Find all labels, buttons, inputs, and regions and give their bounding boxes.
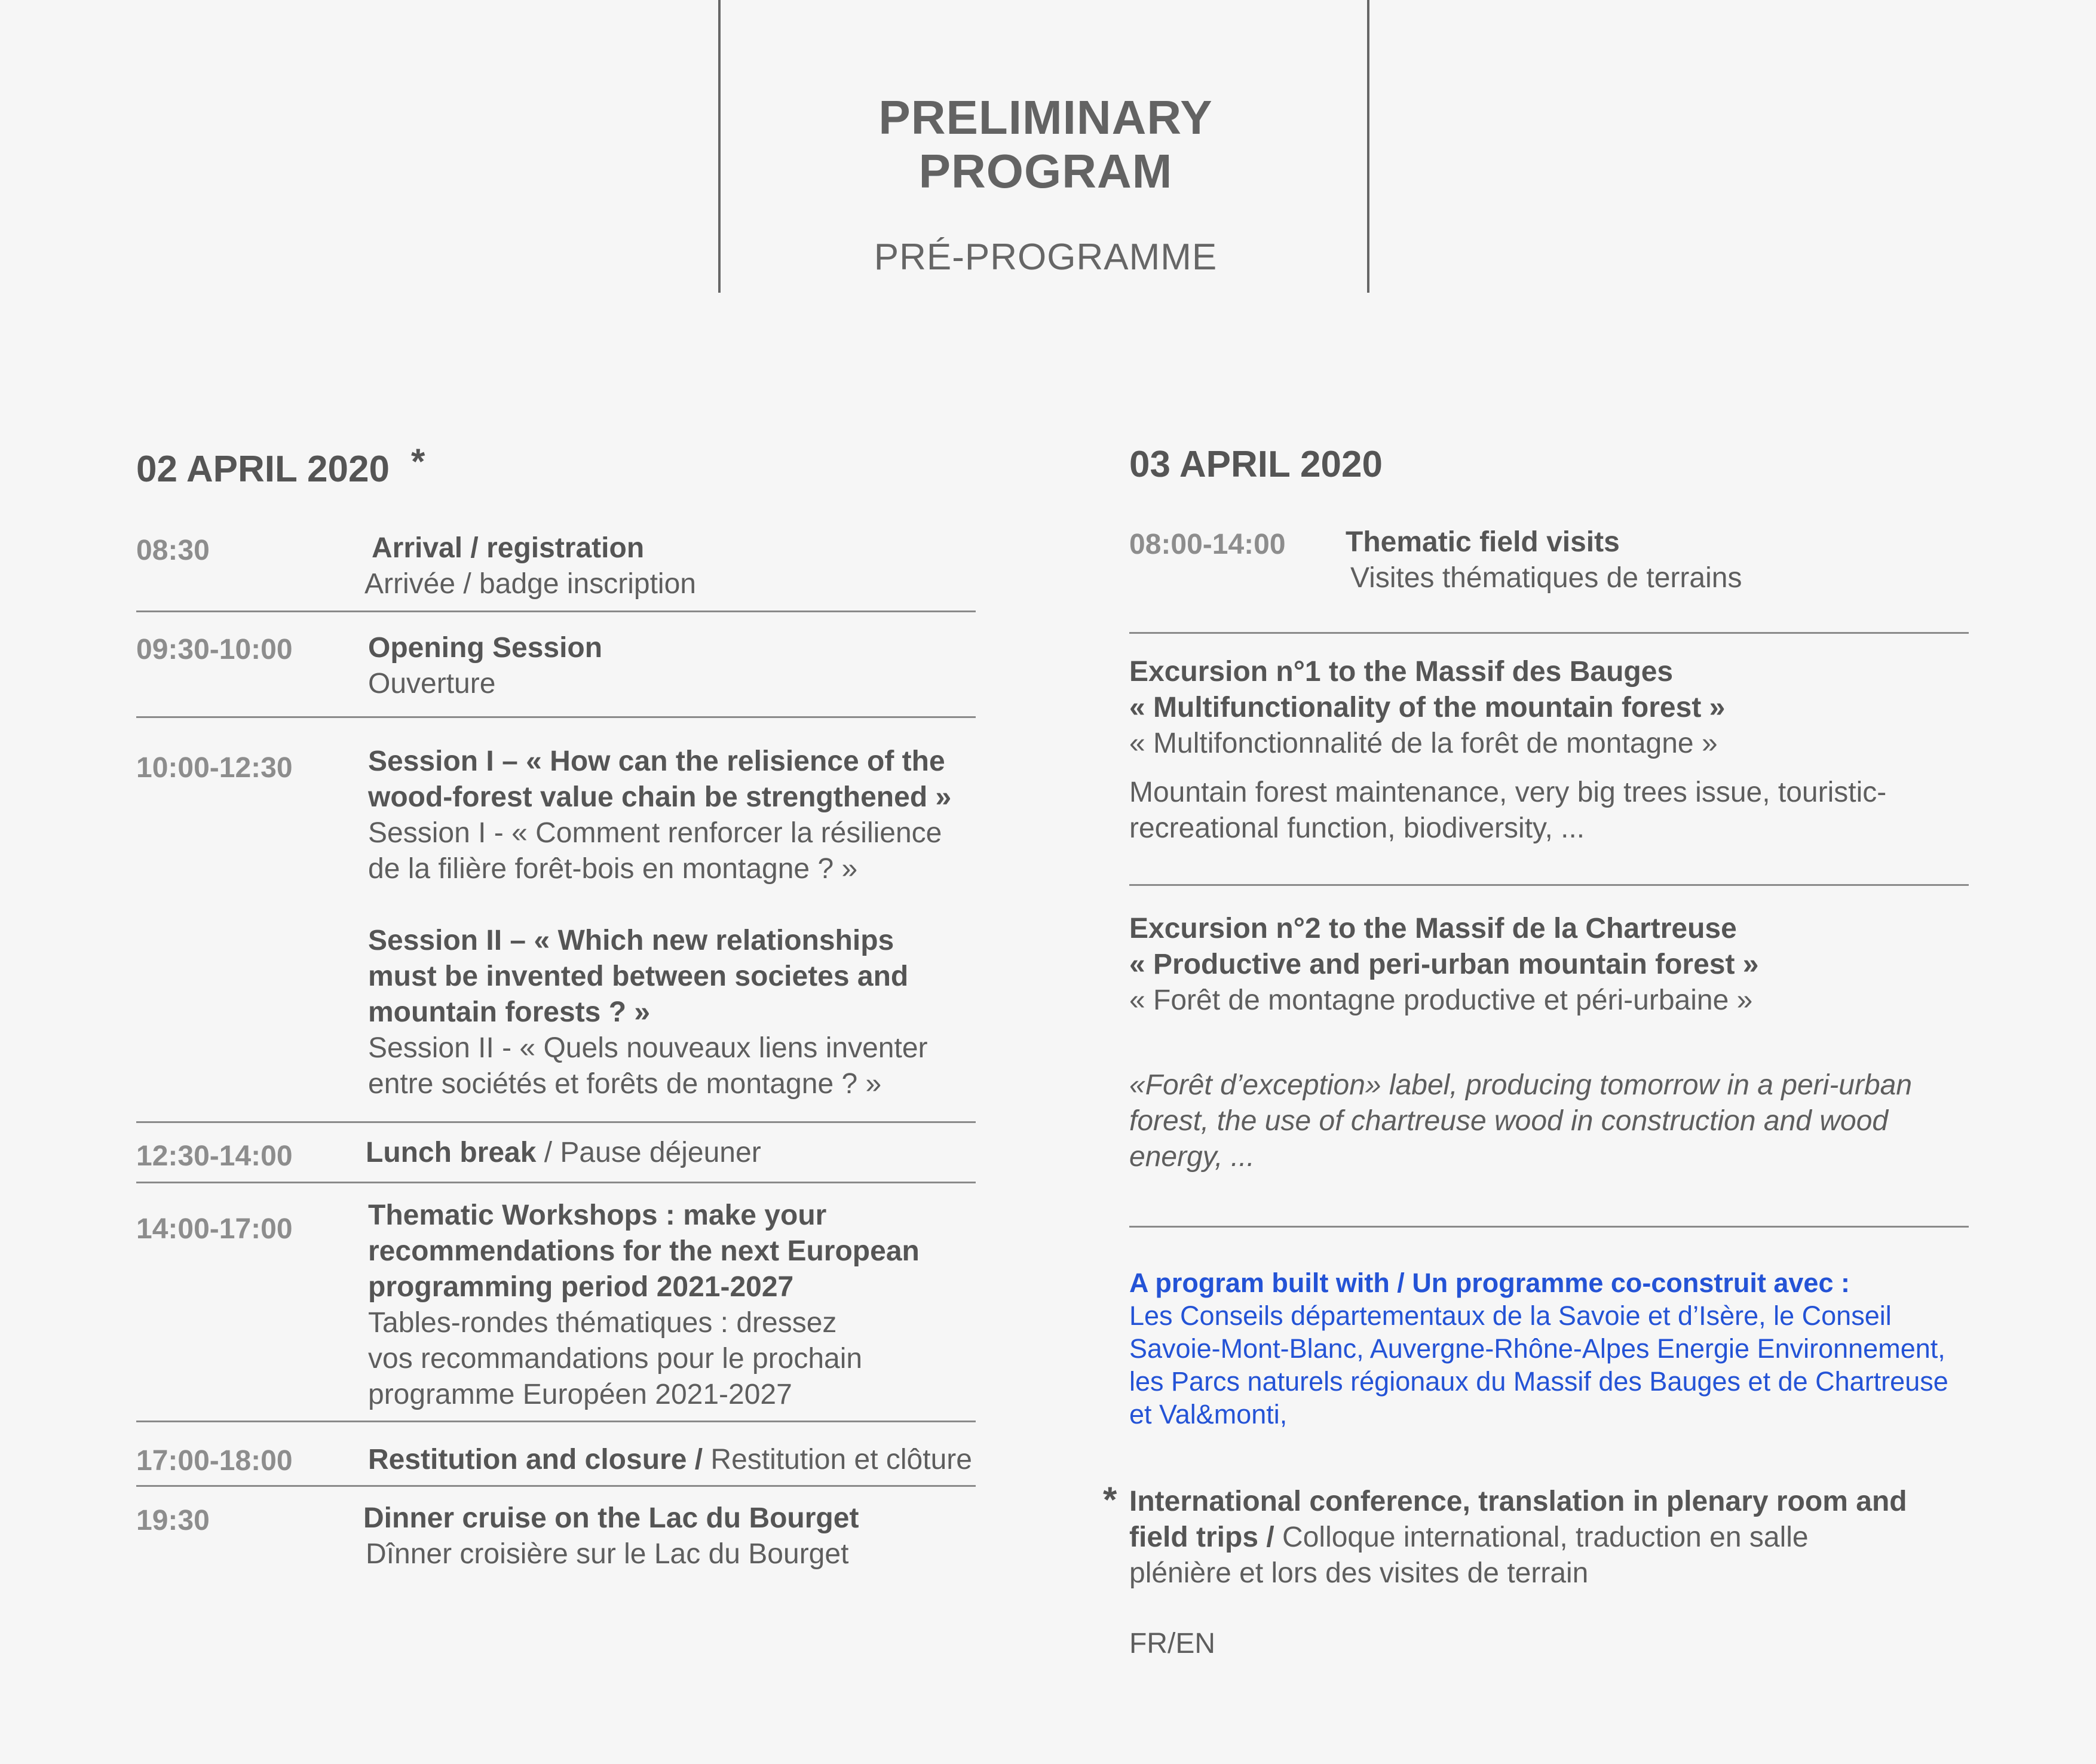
session2-title-2: must be invented between societes and [368,961,909,992]
schedule-item-workshops [368,1198,920,1413]
schedule-item-closure [368,1442,972,1478]
item-french: Dînner croisière sur le Lac du Bourget [366,1538,849,1570]
item-french: / Pause déjeuner [536,1137,761,1168]
schedule-item-sessions [368,744,951,1102]
session1-title-2: wood-forest value chain be strengthened » [368,781,952,813]
session2-title-3: mountain forests ? » [368,996,651,1028]
item-title: Lunch break [366,1137,537,1168]
time-1700: 17:00-18:00 [136,1445,293,1477]
item-title: Opening Session [368,632,603,664]
excursion2-title-1: Excursion n°2 to the Massif de la Chartreuse [1129,913,1737,944]
partners-line-4: et Val&monti, [1129,1399,1288,1429]
title-line-1: PRELIMINARY [878,91,1213,144]
day2-date: 03 APRIL 2020 [1129,444,1383,485]
session2-title-1: Session II – « Which new relationships [368,925,894,956]
languages: FR/EN [1129,1628,1215,1659]
field-visits [1346,524,1742,596]
excursion1-desc-1: Mountain forest maintenance, very big trees issue, touristic- [1129,777,1887,808]
workshop-french-1: Tables-rondes thématiques : dressez [368,1307,837,1339]
item-french: Ouverture [368,668,496,700]
note-line-2-rest: Colloque international, traduction en salle [1274,1521,1809,1553]
time-0930: 09:30-10:00 [136,634,293,665]
divider [136,611,976,612]
divider [136,1182,976,1183]
time-0830: 08:30 [136,535,210,566]
note-line-2-bold: field trips / [1129,1521,1274,1553]
note-line-3: plénière et lors des visites de terrain [1129,1557,1589,1589]
workshop-title-3: programming period 2021-2027 [368,1271,794,1303]
excursion2-desc-1: «Forêt d’exception» label, producing tomorrow in a peri-urban [1129,1069,1913,1101]
schedule-item-opening [368,630,602,702]
item-french: Arrivée / badge inscription [364,568,696,600]
workshop-french-3: programme Européen 2021-2027 [368,1379,792,1410]
excursion-1 [1129,654,1886,846]
schedule-item-lunch [366,1135,761,1171]
divider [136,1421,976,1422]
excursion2-french: « Forêt de montagne productive et péri-urbaine » [1129,984,1753,1016]
time-1230: 12:30-14:00 [136,1140,293,1172]
title-line-2: PROGRAM [918,145,1173,198]
workshop-french-2: vos recommandations pour le prochain [368,1343,863,1375]
page-subtitle: PRÉ-PROGRAMME [874,237,1218,278]
time-1400: 14:00-17:00 [136,1213,293,1245]
session2-french-2: entre sociétés et forêts de montagne ? » [368,1068,882,1100]
day1-date-text: 02 APRIL 2020 [136,449,390,490]
item-title: Dinner cruise on the Lac du Bourget [363,1502,859,1534]
session2-french-1: Session II - « Quels nouveaux liens inventer [368,1032,928,1064]
divider [136,716,976,718]
session1-french-1: Session I - « Comment renforcer la résilience [368,817,942,849]
day1-date [136,448,390,490]
item-title: Thematic field visits [1346,526,1620,558]
excursion-2 [1129,911,1912,1175]
excursion1-title-1: Excursion n°1 to the Massif des Bauges [1129,656,1674,688]
partners-line-3: les Parcs naturels régionaux du Massif des Bauges et de Chartreuse [1129,1366,1948,1397]
time-0800: 08:00-14:00 [1129,529,1286,560]
time-1000: 10:00-12:30 [136,752,293,784]
schedule-item-dinner [363,1501,859,1572]
partners-block [1129,1266,1948,1431]
excursion1-desc-2: recreational function, biodiversity, ... [1129,812,1585,844]
schedule-item-arrival [364,530,696,602]
divider [136,1485,976,1487]
excursion1-french: « Multifonctionnalité de la forêt de montagne » [1129,728,1718,759]
divider [1129,632,1969,634]
divider [136,1121,976,1123]
note-line-1: International conference, translation in plenary room and [1129,1486,1907,1517]
excursion2-desc-2: forest, the use of chartreuse wood in construction and wood [1129,1105,1889,1137]
divider [1129,884,1969,886]
conference-note [1129,1484,1907,1591]
workshop-title-2: recommendations for the next European [368,1235,920,1267]
excursion2-desc-3: energy, ... [1129,1141,1255,1173]
day1-asterisk: * [411,441,425,481]
excursion2-title-2: « Productive and peri-urban mountain forest » [1129,949,1759,980]
item-title: Arrival / registration [372,532,645,564]
item-title: Restitution and closure / [368,1444,703,1475]
session1-title-1: Session I – « How can the relisience of the [368,746,945,777]
partners-line-1: Les Conseils départementaux de la Savoie et d’Isère, le Conseil [1129,1300,1892,1331]
session1-french-2: de la filière forêt-bois en montagne ? » [368,853,858,885]
page-title [717,91,1374,198]
item-french: Restitution et clôture [703,1444,972,1475]
excursion1-title-2: « Multifunctionality of the mountain forest » [1129,692,1726,723]
workshop-title-1: Thematic Workshops : make your [368,1199,827,1231]
divider [1129,1226,1969,1228]
time-1930: 19:30 [136,1505,210,1536]
item-french: Visites thématiques de terrains [1350,562,1742,594]
partners-heading: A program built with / Un programme co-construit avec : [1129,1268,1850,1298]
partners-line-2: Savoie-Mont-Blanc, Auvergne-Rhône-Alpes Energie Environnement, [1129,1333,1945,1364]
note-asterisk: * [1103,1480,1117,1520]
